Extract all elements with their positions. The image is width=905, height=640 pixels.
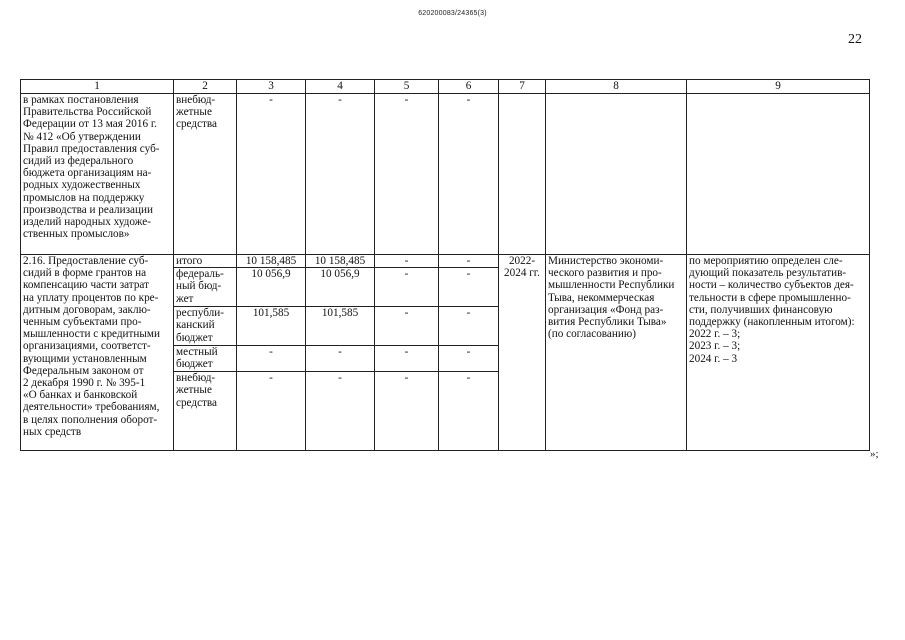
column-number-row [21,80,870,94]
amount-total: - [237,346,306,372]
amount-2022: - [306,346,375,372]
indicator-cell: по мероприятию определен сле- дующий показатель результатив- ности – количество субъектов дея- тельности в сфере промышленно- сти, получивших финансовую поддержку (накопленным итогом): 2022 г. – 3; 2023 г. – 3; 2024 г. – 3 [687,255,870,451]
column-number: 8 [546,80,687,94]
funding-source: республи- канский бюджет [174,307,237,346]
amount-2023: - [375,307,439,346]
program-table [20,79,870,451]
amount-2023: - [375,372,439,451]
amount-2023: - [375,268,439,307]
document-id: 620200083/24365(3) [418,10,487,17]
period-cell: 2022- 2024 гг. [499,255,546,451]
amount-total: 101,585 [237,307,306,346]
amount-total: 10 056,9 [237,268,306,307]
column-number: 6 [439,80,499,94]
indicator-cell [687,94,870,255]
amount-2024: - [439,346,499,372]
closing-quote-mark: »; [870,448,879,460]
column-number: 1 [21,80,174,94]
funding-source: внебюд- жетные средства [174,94,237,255]
amount-2024: - [439,268,499,307]
funding-source: федераль- ный бюд- жет [174,268,237,307]
page-number: 22 [848,32,862,47]
amount-2022: 10 158,485 [306,255,375,268]
amount-2022: - [306,372,375,451]
funding-source: внебюд- жетные средства [174,372,237,451]
funding-source: местный бюджет [174,346,237,372]
amount-2024: - [439,94,499,255]
executor-cell [546,94,687,255]
column-number: 4 [306,80,375,94]
funding-source: итого [174,255,237,268]
column-number: 3 [237,80,306,94]
amount-2024: - [439,372,499,451]
amount-total: - [237,372,306,451]
column-number: 2 [174,80,237,94]
amount-2023: - [375,255,439,268]
amount-2022: 10 056,9 [306,268,375,307]
column-number: 5 [375,80,439,94]
measure-description: в рамках постановления Правительства Российской Федерации от 13 мая 2016 г. № 412 «Об утверждении Правил предоставления суб- сидий из федерального бюджета организациям на- родных художественных промыслов на поддержку производства и реализации изделий народных художе- ственных промыслов» [21,94,174,255]
table-row [21,94,870,255]
amount-total: 10 158,485 [237,255,306,268]
period-cell [499,94,546,255]
executor-cell: Министерство экономи- ческого развития и про- мышленности Республики Тыва, некоммерческая организация «Фонд раз- вития Республики Тыва» (по согласованию) [546,255,687,451]
amount-2023: - [375,346,439,372]
amount-total: - [237,94,306,255]
column-number: 7 [499,80,546,94]
amount-2024: - [439,307,499,346]
column-number: 9 [687,80,870,94]
amount-2022: - [306,94,375,255]
measure-description: 2.16. Предоставление суб- сидий в форме грантов на компенсацию части затрат на уплату процентов по кре- дитным договорам, заклю- ченным субъектами про- мышленности с кредитными организациями, соответст- вующими установленным Федеральным законом от 2 декабря 1990 г. № 395-1 «О банках и банковской деятельности» требованиям, в целях пополнения оборот- ных средств [21,255,174,451]
table-row [21,255,870,268]
amount-2022: 101,585 [306,307,375,346]
amount-2024: - [439,255,499,268]
amount-2023: - [375,94,439,255]
